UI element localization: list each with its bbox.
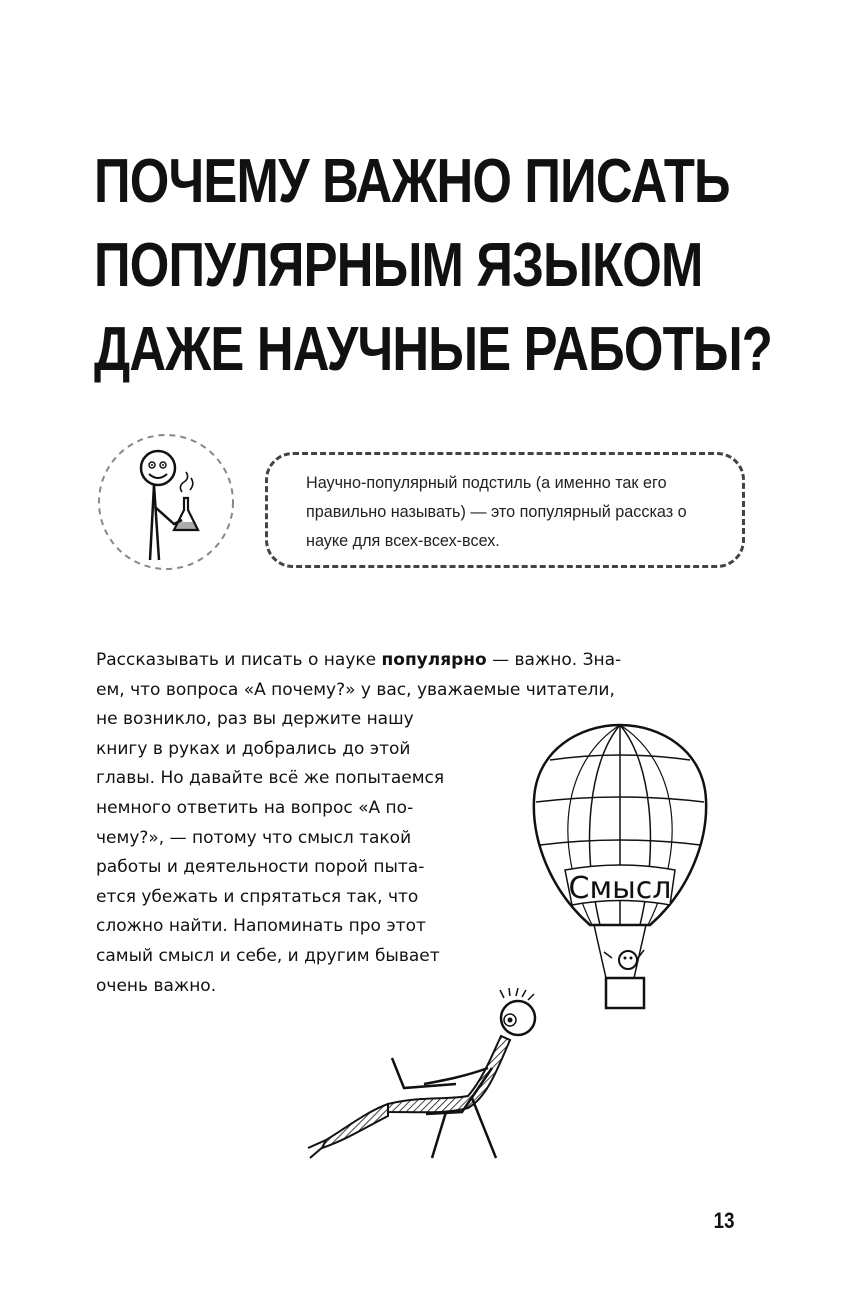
paragraph-line: не возникло, раз вы держите нашу: [96, 709, 414, 730]
paragraph-line: самый смысл и себе, и другим бывает: [96, 945, 440, 966]
title-line: ПОПУЛЯРНЫМ ЯЗЫКОМ: [94, 231, 703, 300]
paragraph-line: чему?», — потому что смысл такой: [96, 827, 412, 848]
text-run: — важно. Зна-: [486, 650, 622, 670]
text-run: Рассказывать и писать о науке: [96, 650, 382, 670]
reclining-person-icon: [296, 988, 576, 1188]
paragraph-line: очень важно.: [96, 975, 217, 996]
hot-air-balloon-icon: [520, 720, 720, 1020]
paragraph-line: книгу в руках и добрались до этой: [96, 738, 411, 759]
paragraph-line: немного ответить на вопрос «А по-: [96, 797, 414, 818]
paragraph-line: главы. Но давайте всё же попытаемся: [96, 768, 445, 789]
paragraph-line: ем, что вопроса «А почему?» у вас, уважаемые читатели,: [96, 679, 615, 700]
paragraph-line: сложно найти. Напоминать про этот: [96, 916, 426, 937]
paragraph-line: работы и деятельности порой пыта-: [96, 857, 425, 878]
info-callout: [265, 452, 745, 568]
paragraph-line: [96, 646, 621, 676]
bold-word: популярно: [381, 650, 487, 670]
balloon-label: Смысл: [568, 871, 672, 906]
scientist-icon: [96, 432, 236, 572]
title-line: ПОЧЕМУ ВАЖНО ПИСАТЬ: [94, 147, 730, 216]
title-line: ДАЖЕ НАУЧНЫЕ РАБОТЫ?: [94, 315, 773, 384]
page-title: [94, 140, 772, 392]
page-number: 13: [713, 1208, 734, 1233]
paragraph-line: ется убежать и спрятаться так, что: [96, 886, 419, 907]
callout-text: Научно-популярный подстиль (а именно так его правильно называть) — это популярный рассказ о науке для всех-всех-всех.: [306, 474, 687, 550]
